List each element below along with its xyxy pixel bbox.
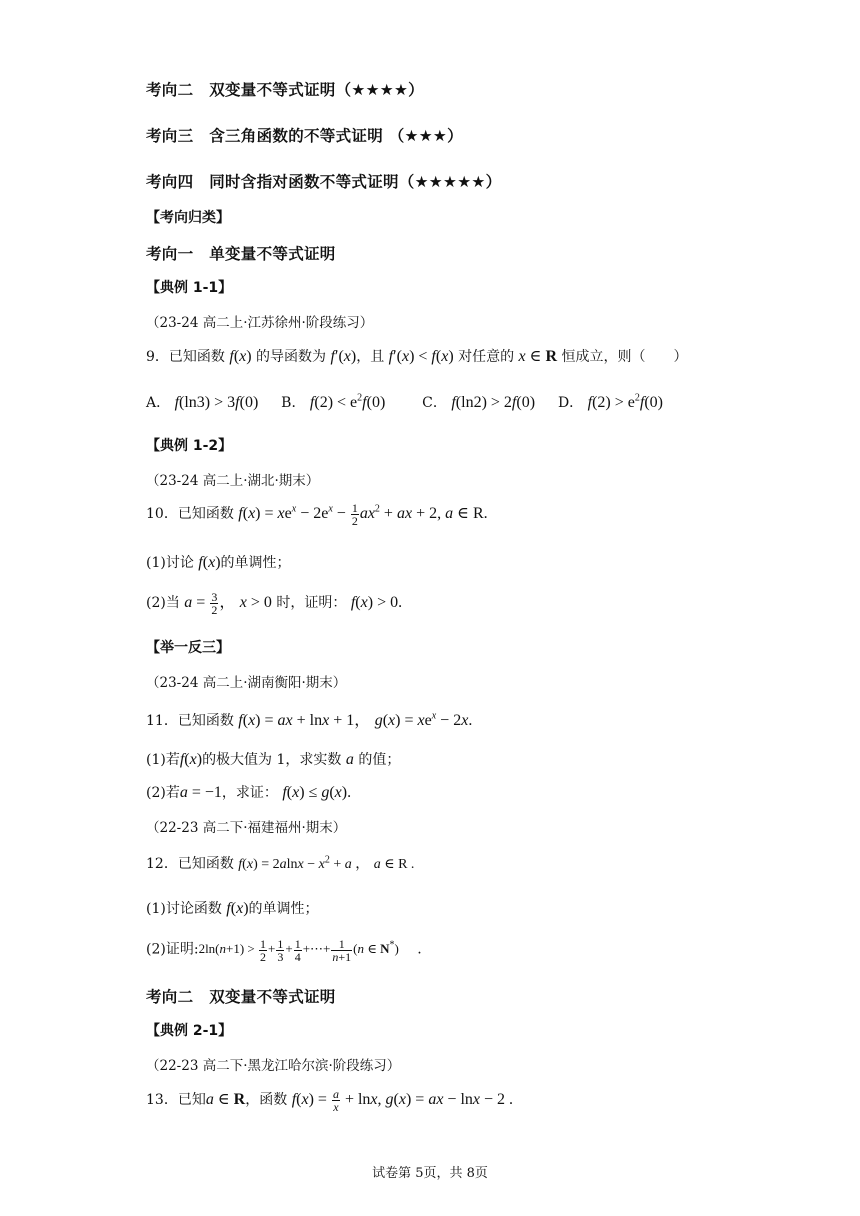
question-9-options	[146, 392, 663, 412]
practice-heading: 【举一反三】	[146, 640, 230, 656]
example-1-2-label: 【典例 1-2】	[146, 438, 233, 454]
direction-4: 考向四 同时含指对函数不等式证明（★★★★★）	[146, 173, 502, 191]
question-11-part-2: (2)若a = −1，求证： f(x) ≤ g(x).	[146, 784, 352, 801]
source-q13: （22-23 高二下·黑龙江哈尔滨·阶段练习）	[146, 1058, 401, 1074]
option-a: A． f(ln3) > 3f(0)	[146, 394, 259, 411]
option-b: B． $f(2) < e^2f(0)$	[281, 392, 386, 411]
question-12: 12．已知函数 $f(x) = 2alnx - x^2 + a$ ， a ∈ R .	[146, 854, 415, 872]
classify-heading: 【考向归类】	[146, 210, 230, 226]
source-q11: （23-24 高二上·湖南衡阳·期末）	[146, 675, 347, 691]
question-10: 10．已知函数 $f(x) = xe^x - 2e^x$ − $\frac{1}{2}$ $ax^2$ + ax + 2, a ∈ R.	[146, 501, 488, 528]
source-q9: （23-24 高二上·江苏徐州·阶段练习）	[146, 315, 374, 331]
direction-2: 考向二 双变量不等式证明（★★★★）	[146, 81, 424, 99]
question-10-part-1: (1)讨论 f(x)的单调性；	[146, 554, 291, 571]
direction-3: 考向三 含三角函数的不等式证明 （★★★）	[146, 127, 463, 145]
question-10-part-2: (2)当 a = $\frac{3}{2}$ ， x > 0 时，证明： f(x) > 0.	[146, 589, 403, 617]
section-1-title: 考向一 单变量不等式证明	[146, 245, 336, 263]
question-12-part-1: (1)讨论函数 f(x)的单调性；	[146, 900, 319, 917]
question-11-part-1: (1)若f(x)的极大值为 1，求实数 a 的值；	[146, 751, 401, 768]
example-2-1-label: 【典例 2-1】	[146, 1023, 233, 1039]
question-11: 11．已知函数 f(x) = ax + lnx + 1， $g(x) = xe^x - 2x$.	[146, 710, 473, 729]
page-footer: 试卷第 5页，共 8页	[372, 1166, 488, 1181]
question-12-part-2: (2)证明:2ln(n+1) > $\frac{1}{2}$ + $\frac{1}{3}$ + $\frac{1}{4}$ +⋯+ $\frac{1}{n+1}$ (n ∈ N*) .	[146, 937, 422, 964]
option-c: C． f(ln2) > 2f(0)	[422, 394, 536, 411]
source-q10: （23-24 高二上·湖北·期末）	[146, 473, 320, 489]
source-q12: （22-23 高二下·福建福州·期末）	[146, 820, 347, 836]
example-1-1-label: 【典例 1-1】	[146, 280, 233, 296]
question-13: 13．已知a ∈ R，函数 f(x) = $\frac{a}{x}$ + lnx, g(x) = ax − lnx − 2 .	[146, 1087, 514, 1114]
section-2-title: 考向二 双变量不等式证明	[146, 988, 336, 1006]
option-d: D． $f(2) > e^2f(0)$	[557, 392, 663, 411]
question-9: 9．已知函数 f(x) 的导函数为 f′(x)，且 f′(x) < f(x) 对任意的 x ∈ R 恒成立，则（ ）	[146, 348, 688, 365]
